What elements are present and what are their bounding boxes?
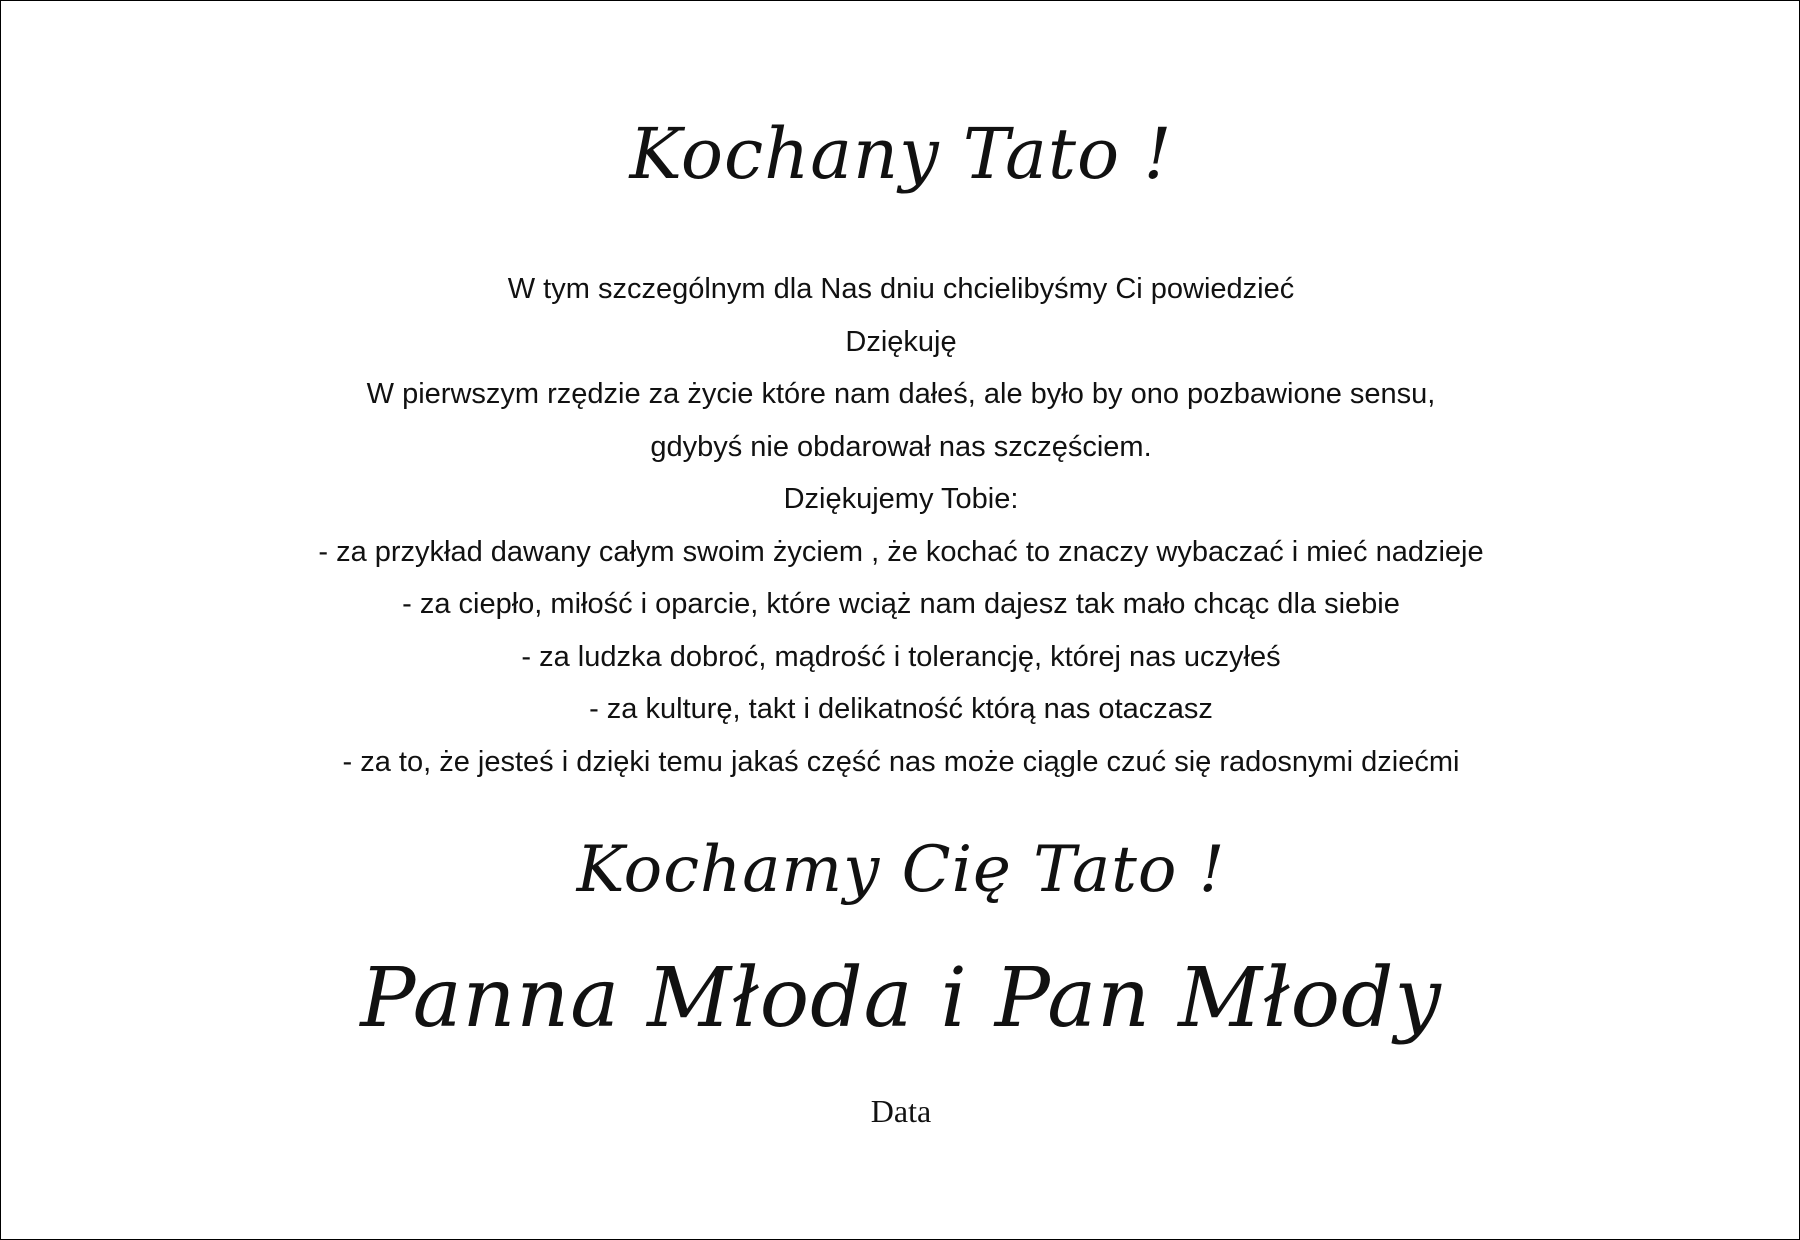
body-line: gdybyś nie obdarował nas szczęściem. [650,430,1152,463]
body-line: Dziękuję [845,325,957,358]
message-body [1,263,1800,788]
body-line: - za kulturę, takt i delikatność którą nas otaczasz [589,693,1213,725]
body-line: - za to, że jesteś i dzięki temu jakaś część nas może ciągle czuć się radosnymi dziećmi [342,745,1460,778]
body-line: Dziękujemy Tobie: [783,483,1019,515]
date-label: Data [870,1093,932,1129]
body-line: W tym szczególnym dla Nas dniu chcielibyśmy Ci powiedzieć [507,273,1295,305]
greeting-heading: Kochany Tato ! [629,113,1173,195]
closing-line: Kochamy Cię Tato ! [576,833,1226,907]
body-line: - za przykład dawany całym swoim życiem , że kochać to znaczy wybaczać i mieć nadzieje [318,535,1484,568]
body-line: W pierwszym rzędzie za życie które nam dałeś, ale było by ono pozbawione sensu, [366,378,1436,410]
body-line: - za ludzka dobroć, mądrość i tolerancję, której nas uczyłeś [521,640,1281,673]
signature: Panna Młoda i Pan Młody [360,951,1442,1046]
body-line: - za ciepło, miłość i oparcie, które wciąż nam dajesz tak mało chcąc dla siebie [402,588,1400,620]
